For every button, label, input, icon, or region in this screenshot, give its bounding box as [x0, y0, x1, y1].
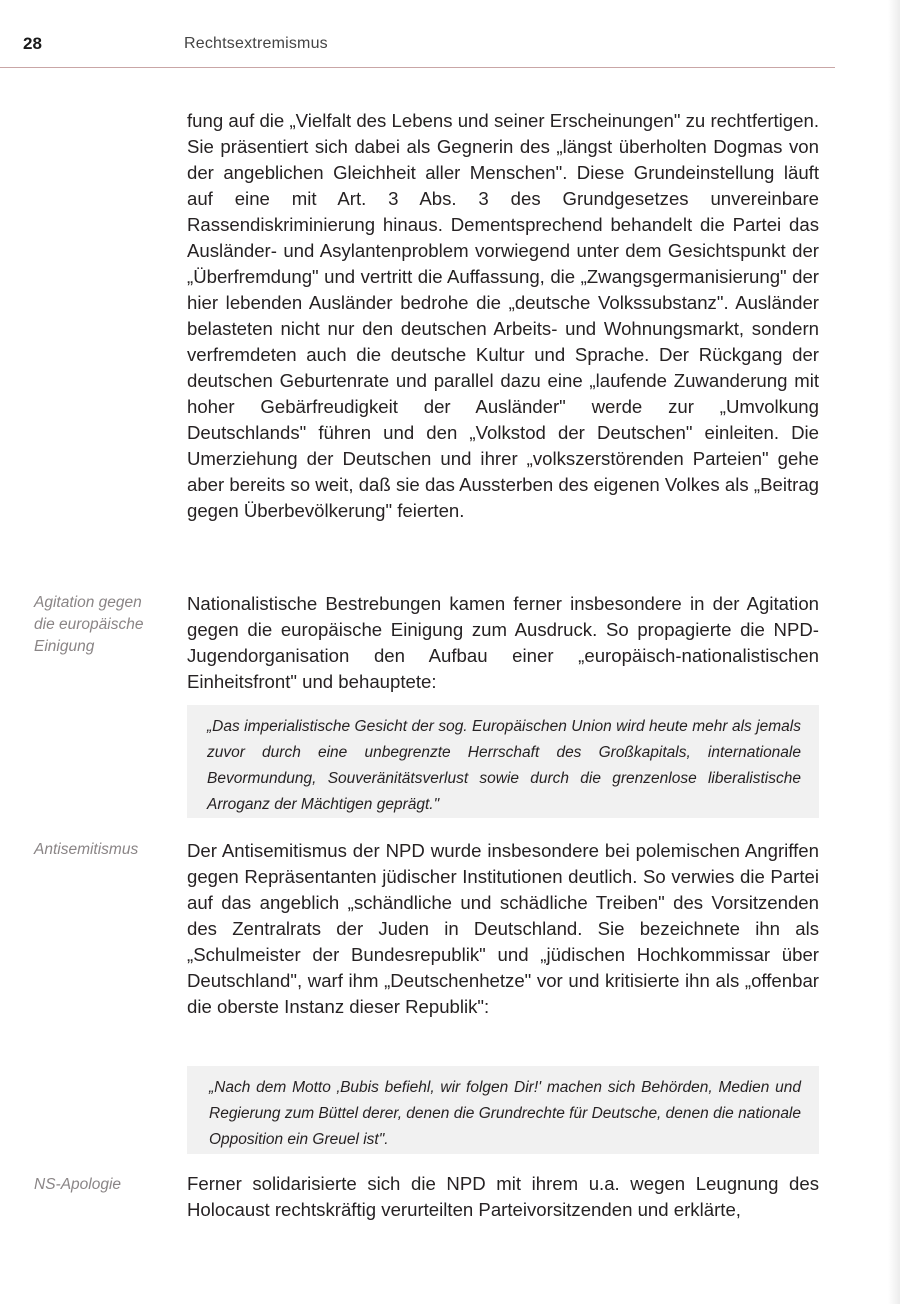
quote-box-bubis	[187, 1066, 819, 1154]
quote-bubis: „Nach dem Motto ‚Bubis befiehl, wir folgen Dir!' machen sich Behörden, Medien und Regierung zum Büttel derer, denen die Grundrechte für Deutsche, denen die nationale Opposition ein Greuel ist".	[209, 1079, 801, 1148]
page-number: 28	[23, 34, 42, 53]
quote-europe: „Das imperialistische Gesicht der sog. Europäischen Union wird heute mehr als jemals zuvor durch eine unbegrenzte Herrschaft des Großkapitals, internationale Bevormundung, Souveränitätsverlust sowie durch die grenzenlose liberalistische Arroganz der Mächtigen geprägt."	[207, 718, 801, 813]
running-head: Rechtsextremismus	[184, 35, 328, 52]
margin-note-antisemitism: Antisemitismus	[34, 841, 139, 858]
page-edge-shadow	[888, 0, 900, 1304]
margin-note-europe: Agitation gegen die europäische Einigung	[34, 594, 144, 655]
paragraph-europe: Nationalistische Bestrebungen kamen ferner insbesondere in der Agitation gegen die europäische Einigung zum Ausdruck. So propagierte die NPD-Jugendorganisation den Aufbau einer „europäisch-nationalistischen Einheitsfront" und behauptete:	[187, 593, 819, 692]
paragraph-ns-apology: Ferner solidarisierte sich die NPD mit ihrem u.a. wegen Leugnung des Holocaust rechtskräftig verurteilten Parteivorsitzenden und erklärte,	[187, 1173, 819, 1220]
margin-note-ns-apology: NS-Apologie	[34, 1176, 122, 1193]
paragraph-antisemitism: Der Antisemitismus der NPD wurde insbesondere bei polemischen Angriffen gegen Repräsentanten jüdischer Institutionen deutlich. So verwies die Partei auf das angeblich „schändliche und schädliche Treiben" des Vorsitzenden des Zentralrats der Juden in Deutschland. Sie bezeichnete ihn als „Schulmeister der Bundesrepublik" und „jüdischen Hochkommissar über Deutschland", warf ihm „Deutschenhetze" vor und kritisierte ihn als „offenbar die oberste Instanz dieser Republik":	[187, 840, 819, 1017]
quote-box-europe	[187, 705, 819, 818]
header-rule	[0, 67, 835, 68]
paragraph-continued: fung auf die „Vielfalt des Lebens und seiner Erscheinungen" zu rechtfertigen. Sie präsentiert sich dabei als Gegnerin des „längst überholten Dogmas von der angeblichen Gleichheit aller Menschen". Diese Grundeinstellung läuft auf eine mit Art. 3 Abs. 3 des Grundgesetzes unvereinbare Rassendiskriminierung hinaus. Dementsprechend behandelt die Partei das Ausländer- und Asylantenproblem vorwiegend unter dem Gesichtspunkt der „Überfremdung" und vertritt die Auffassung, die „Zwangsgermanisierung" der hier lebenden Ausländer bedrohe die „deutsche Volkssubstanz". Ausländer belasteten nicht nur den deutschen Arbeits- und Wohnungsmarkt, sondern verfremdeten auch die deutsche Kultur und Sprache. Der Rückgang der deutschen Geburtenrate und parallel dazu eine „laufende Zuwanderung mit hoher Gebärfreudigkeit der Ausländer" werde zur „Umvolkung Deutschlands" führen und den „Volkstod der Deutschen" einleiten. Die Umerziehung der Deutschen und ihrer „volkszerstörenden Parteien" gehe aber bereits so weit, daß sie das Aussterben des eigenen Volkes als „Beitrag gegen Überbevölkerung" feierten.	[187, 110, 819, 521]
